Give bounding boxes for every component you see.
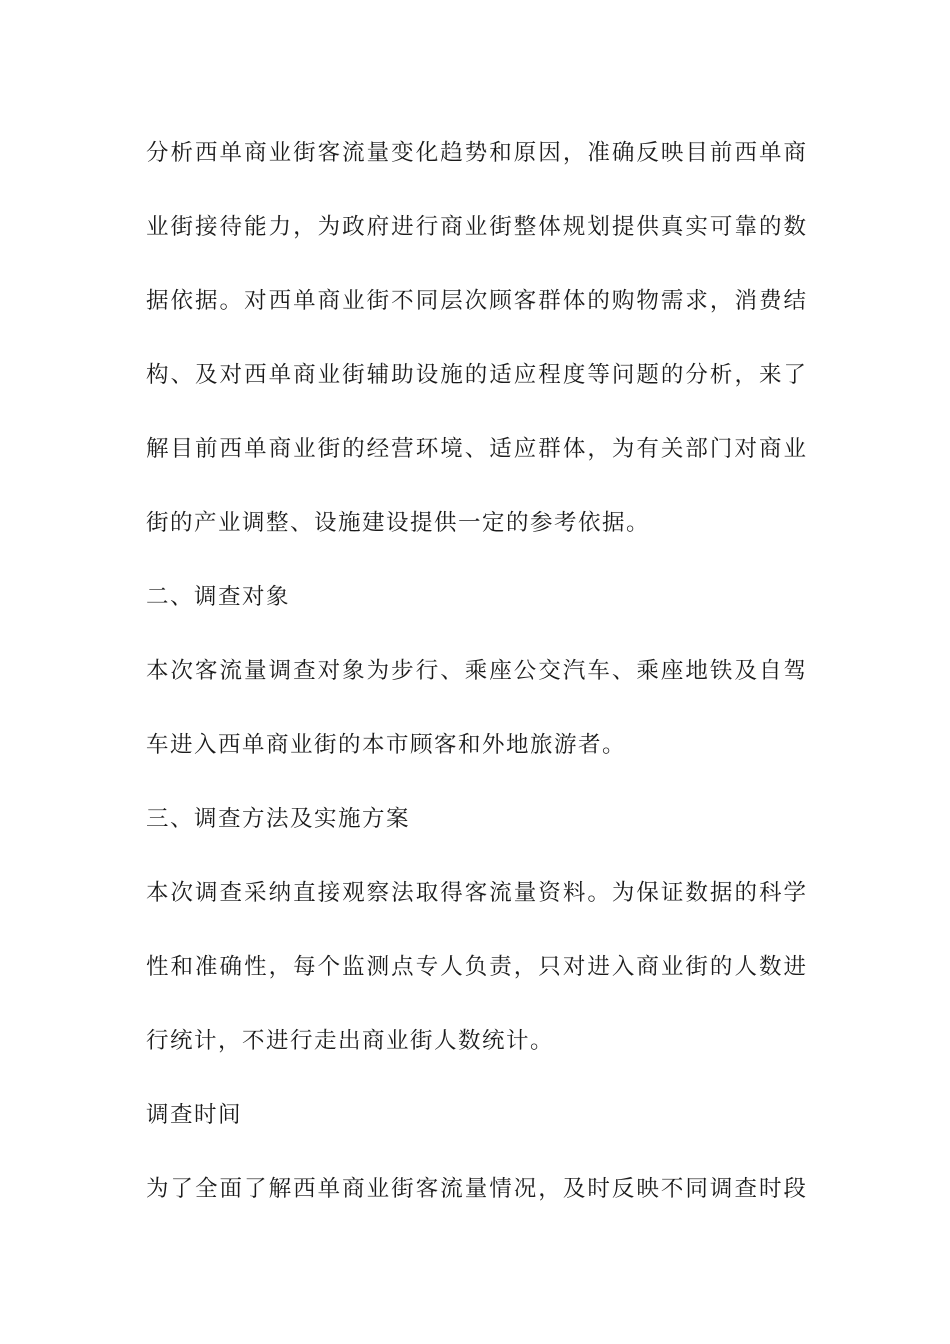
paragraph-line: 为了全面了解西单商业街客流量情况，及时反映不同调查时段 bbox=[146, 1176, 806, 1202]
paragraph-line: 街的产业调整、设施建设提供一定的参考依据。 bbox=[146, 510, 651, 536]
paragraph-line: 解目前西单商业街的经营环境、适应群体，为有关部门对商业 bbox=[146, 436, 806, 462]
section-heading: 二、调查对象 bbox=[146, 584, 291, 610]
paragraph-line: 分析西单商业街客流量变化趋势和原因，准确反映目前西单商 bbox=[146, 140, 806, 166]
paragraph-line: 据依据。对西单商业街不同层次顾客群体的购物需求，消费结 bbox=[146, 288, 806, 314]
paragraph-line: 本次客流量调查对象为步行、乘座公交汽车、乘座地铁及自驾 bbox=[146, 658, 806, 684]
paragraph-line: 行统计，不进行走出商业街人数统计。 bbox=[146, 1028, 555, 1054]
paragraph-line: 本次调查采纳直接观察法取得客流量资料。为保证数据的科学 bbox=[146, 880, 806, 906]
section-heading: 三、调查方法及实施方案 bbox=[146, 806, 411, 832]
subsection-heading: 调查时间 bbox=[146, 1102, 243, 1128]
paragraph-line: 性和准确性，每个监测点专人负责，只对进入商业街的人数进 bbox=[146, 954, 806, 980]
paragraph-line: 业街接待能力，为政府进行商业街整体规划提供真实可靠的数 bbox=[146, 214, 806, 240]
paragraph-line: 车进入西单商业街的本市顾客和外地旅游者。 bbox=[146, 732, 627, 758]
document-body bbox=[146, 126, 806, 1236]
paragraph-line: 构、及对西单商业街辅助设施的适应程度等问题的分析，来了 bbox=[146, 362, 806, 388]
